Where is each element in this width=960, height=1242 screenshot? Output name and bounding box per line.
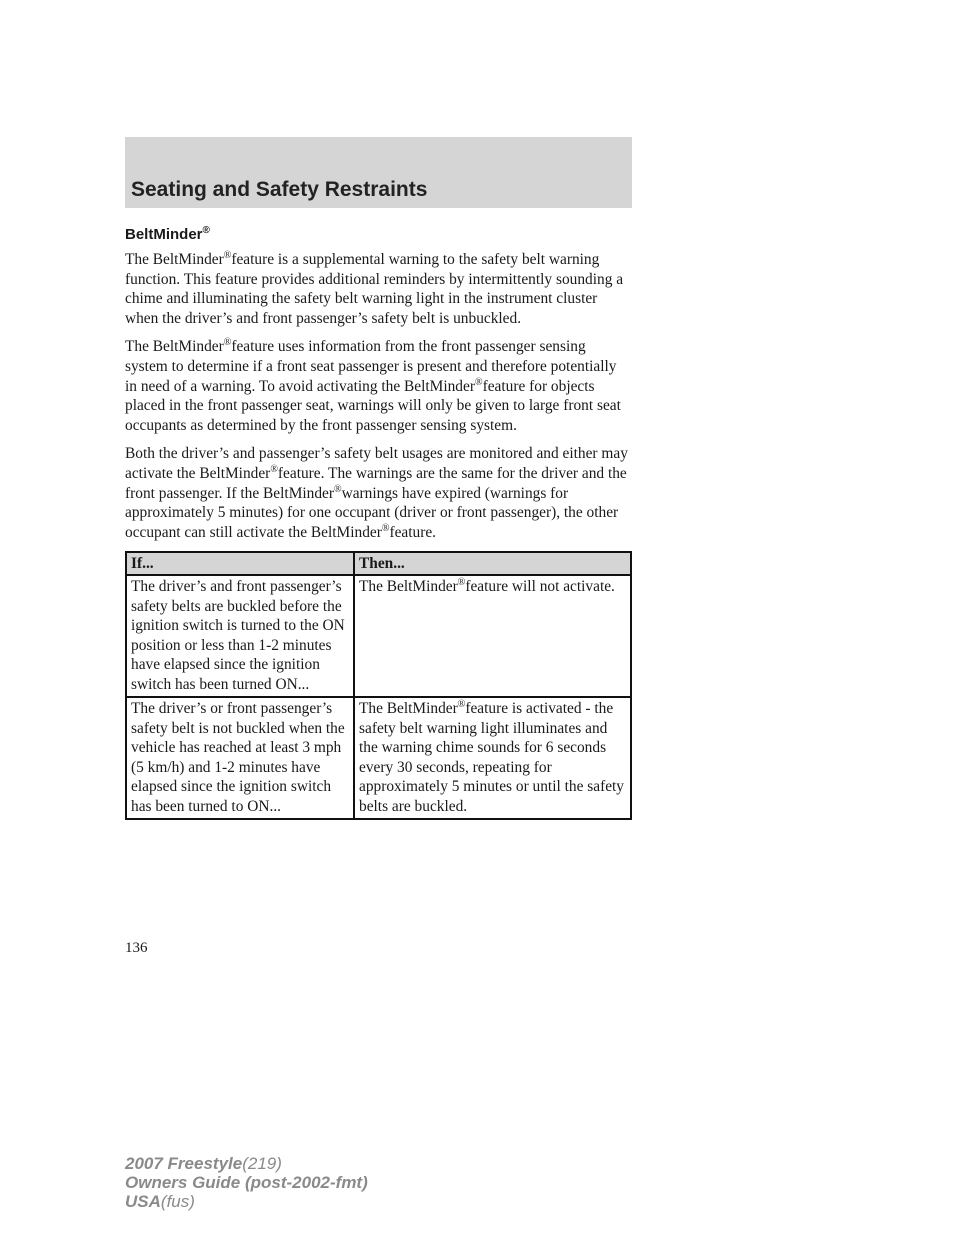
table-cell-then: [354, 575, 631, 697]
footer-line-model: [125, 1154, 368, 1173]
registered-mark: ®: [223, 249, 232, 261]
paragraph-2-text-c: feature for objects placed in the front passenger seat, warnings will only be given to large front seat occupants as determined by the front passenger sensing system.: [125, 377, 621, 434]
registered-mark: ®: [457, 699, 466, 711]
section-header-band: [125, 137, 632, 208]
table-row: [126, 575, 631, 697]
paragraph-2-text-a: The BeltMinder: [125, 338, 224, 356]
footer-model-code: (219): [242, 1154, 282, 1173]
registered-mark: ®: [223, 337, 232, 349]
paragraph-1-text-b: feature is a supplemental warning to the safety belt warning function. This feature provides additional reminders by intermittently sounding a chime and illuminating the safety belt warning light in the instrument cluster when the driver’s and front passenger’s safety belt is unbuckled.: [125, 251, 624, 327]
table-header-row: [126, 552, 631, 575]
table-header-if: If...: [126, 552, 354, 575]
paragraph-3-text-b: feature. The warnings are the same for the driver and the front passenger. If the BeltMinder: [125, 464, 627, 502]
table-cell-then: [354, 697, 631, 819]
registered-mark: ®: [202, 225, 210, 236]
table-header-then: Then...: [354, 552, 631, 575]
table-cell-then-text-a: The BeltMinder: [359, 700, 458, 718]
beltminder-conditions-table: [125, 551, 632, 820]
table-cell-then-text-b: feature is activated - the safety belt warning light illuminates and the warning chime sounds for 6 seconds every 30 seconds, repeating for approximately 5 minutes or until the safety belts are buckled.: [359, 700, 624, 815]
table-cell-if: The driver’s or front passenger’s safety belt is not buckled when the vehicle has reached at least 3 mph (5 km/h) and 1-2 minutes have elapsed since the ignition switch has been turned to ON...: [126, 697, 354, 819]
paragraph-3: [125, 444, 632, 542]
registered-mark: ®: [270, 463, 278, 475]
paragraph-3-text-d: feature.: [389, 523, 437, 541]
registered-mark: ®: [474, 376, 483, 388]
footer-line-market: [125, 1192, 368, 1211]
section-heading: [125, 226, 632, 243]
document-footer: [125, 1154, 368, 1211]
paragraph-1: [125, 250, 632, 328]
footer-line-guide: Owners Guide (post-2002-fmt): [125, 1173, 368, 1192]
registered-mark: ®: [334, 483, 342, 495]
table-cell-then-text-b: feature will not activate.: [465, 578, 615, 596]
chapter-title: Seating and Safety Restraints: [131, 178, 428, 201]
paragraph-3-text-c: warnings have expired (warnings for approximately 5 minutes) for one occupant (driver or front passenger), the other occupant can still activate the BeltMinder: [125, 484, 619, 541]
paragraph-3-text-a: Both the driver’s and passenger’s safety belt usages are monitored and either may activate the BeltMinder: [125, 445, 628, 482]
table-cell-if: The driver’s and front passenger’s safety belts are buckled before the ignition switch is turned to the ON position or less than 1-2 minutes have elapsed since the ignition switch has been turned ON...: [126, 575, 354, 697]
registered-mark: ®: [381, 522, 390, 534]
paragraph-2: [125, 337, 632, 435]
footer-model-name: 2007 Freestyle: [125, 1154, 243, 1173]
footer-market-name: USA: [125, 1192, 161, 1211]
page-content: [125, 226, 632, 820]
table-row: [126, 697, 631, 819]
paragraph-2-text-b: feature uses information from the front passenger sensing system to determine if a front seat passenger is present and therefore potentially in need of a warning. To avoid activating the BeltMinder: [125, 338, 617, 395]
page-number: 136: [125, 940, 148, 956]
table-cell-then-text-a: The BeltMinder: [359, 578, 458, 596]
registered-mark: ®: [457, 577, 466, 589]
paragraph-1-text-a: The BeltMinder: [125, 251, 224, 268]
section-heading-text: BeltMinder: [125, 226, 203, 243]
footer-market-code: (fus): [160, 1192, 195, 1211]
